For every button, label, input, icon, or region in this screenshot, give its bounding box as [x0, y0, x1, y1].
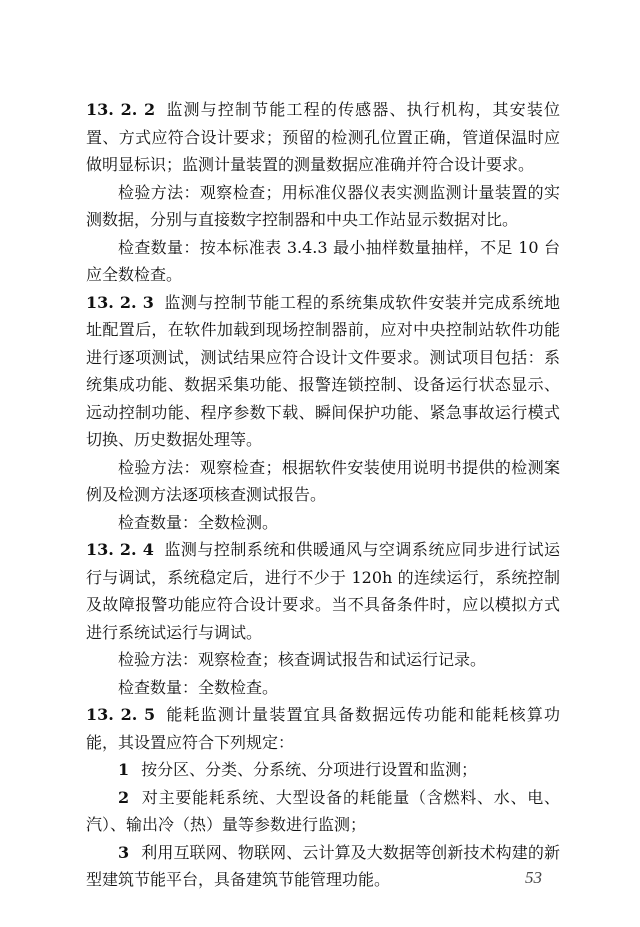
clause-number: 13. 2. 4	[86, 540, 154, 559]
clause-number: 13. 2. 3	[86, 292, 154, 312]
list-item-text: 按分区、分类、分系统、分项进行设置和监测；	[141, 760, 478, 779]
page-content	[86, 96, 560, 894]
clause-text: 监测与控制节能工程的传感器、执行机构，其安装位置、方式应符合设计要求；预留的检测孔位置正确，管道保温时应做明显标识；监测计量装置的测量数据应准确并符合设计要求。	[86, 100, 560, 174]
list-item-text: 对主要能耗系统、大型设备的耗能量（含燃料、水、电、汽）、输出冷（热）量等参数进行监测；	[86, 787, 560, 834]
clause-13-2-5	[86, 701, 560, 756]
inspection-quantity: 检查数量：按本标准表 3.4.3 最小抽样数量抽样，不足 10 台应全数检查。	[86, 237, 560, 284]
list-item	[86, 839, 560, 894]
list-item	[86, 784, 560, 839]
page-number: 53	[525, 868, 542, 887]
clause-text: 监测与控制系统和供暖通风与空调系统应同步进行试运行与调试，系统稳定后，进行不少于 120h 的连续运行，系统控制及故障报警功能应符合设计要求。当不具备条件时，应以模拟方式进行系统试运行与调试。	[86, 540, 560, 642]
inspection-quantity: 检查数量：全数检查。	[118, 677, 279, 697]
list-item-number: 1	[118, 760, 130, 779]
list-item	[86, 756, 560, 784]
inspection-method: 检验方法：观察检查；用标准仪器仪表实测监测计量装置的实测数据，分别与直接数字控制器和中央工作站显示数据对比。	[86, 182, 560, 229]
inspection-method: 检验方法：观察检查；核查调试报告和试运行记录。	[118, 650, 487, 669]
list-item-number: 2	[118, 787, 130, 807]
clause-13-2-2	[86, 96, 560, 179]
clause-13-2-4	[86, 536, 560, 646]
inspection-quantity: 检查数量：全数检测。	[118, 512, 279, 532]
list-item-number: 3	[118, 842, 130, 862]
inspection-method: 检验方法：观察检查；根据软件安装使用说明书提供的检测案例及检测方法逐项核查测试报告。	[86, 457, 560, 504]
clause-text: 能耗监测计量装置宜具备数据远传功能和能耗核算功能，其设置应符合下列规定：	[86, 705, 560, 752]
clause-text: 监测与控制节能工程的系统集成软件安装并完成系统地址配置后，在软件加载到现场控制器前，应对中央控制站软件功能进行逐项测试，测试结果应符合设计文件要求。测试项目包括：系统集成功能、数据采集功能、报警连锁控制、设备运行状态显示、远动控制功能、程序参数下载、瞬间保护功能、紧急事故运行模式切换、历史数据处理等。	[86, 292, 560, 449]
list-item-text: 利用互联网、物联网、云计算及大数据等创新技术构建的新型建筑节能平台，具备建筑节能管理功能。	[86, 842, 560, 889]
clause-number: 13. 2. 2	[86, 100, 156, 119]
clause-number: 13. 2. 5	[86, 705, 156, 724]
clause-13-2-3	[86, 289, 560, 454]
